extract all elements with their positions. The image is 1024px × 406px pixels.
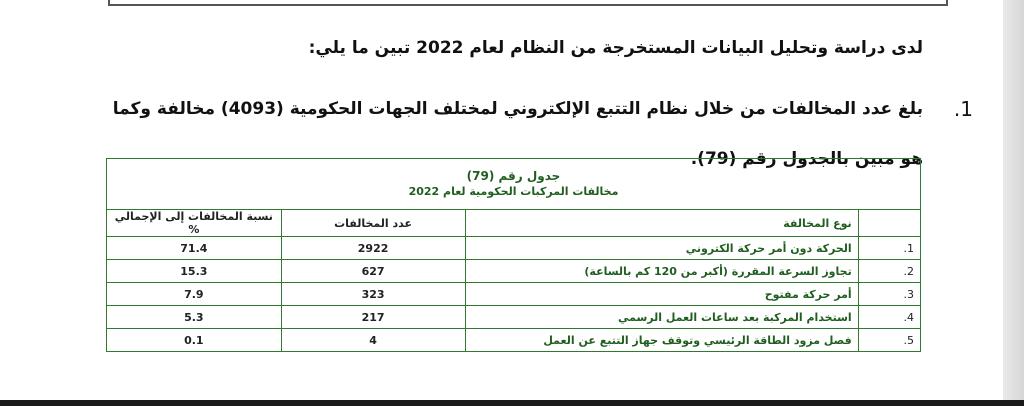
header-percent: نسبة المخالفات إلى الإجمالي % — [107, 210, 282, 237]
paragraph-line-2: هو مبين بالجدول رقم (79). — [690, 149, 923, 169]
row-type: تجاوز السرعة المقررة (أكبر من 120 كم بالساعة) — [465, 260, 858, 283]
top-frame-box — [108, 0, 948, 6]
header-num — [858, 210, 920, 237]
row-count: 4 — [281, 329, 465, 352]
row-num: 1. — [858, 237, 920, 260]
row-percent: 7.9 — [107, 283, 282, 306]
table-row — [107, 237, 921, 260]
page-edge-shadow — [1003, 0, 1024, 406]
row-percent: 71.4 — [107, 237, 282, 260]
row-num: 3. — [858, 283, 920, 306]
row-num: 2. — [858, 260, 920, 283]
row-num: 4. — [858, 306, 920, 329]
table-caption-title: مخالفات المركبات الحكومية لعام 2022 — [408, 185, 619, 198]
paragraph-line-1: بلغ عدد المخالفات من خلال نظام التتبع الإلكتروني لمختلف الجهات الحكومية (4093) مخالفة وكما — [112, 99, 923, 119]
row-percent: 0.1 — [107, 329, 282, 352]
table-row — [107, 283, 921, 306]
header-count: عدد المخالفات — [281, 210, 465, 237]
bottom-edge-bar — [0, 400, 1024, 406]
row-count: 2922 — [281, 237, 465, 260]
table-caption — [107, 159, 921, 210]
table-header-row — [107, 210, 921, 237]
row-percent: 15.3 — [107, 260, 282, 283]
table-row — [107, 329, 921, 352]
header-type: نوع المخالفة — [465, 210, 858, 237]
table-caption-number: جدول رقم (79) — [466, 169, 561, 183]
row-count: 217 — [281, 306, 465, 329]
table-row — [107, 260, 921, 283]
row-type: الحركة دون أمر حركة الكتروني — [465, 237, 858, 260]
row-type: فصل مزود الطاقة الرئيسي وتوقف جهاز التتبع عن العمل — [465, 329, 858, 352]
row-percent: 5.3 — [107, 306, 282, 329]
row-num: 5. — [858, 329, 920, 352]
violations-table — [106, 158, 921, 352]
row-count: 323 — [281, 283, 465, 306]
paragraph-number: 1. — [953, 97, 973, 121]
table-row — [107, 306, 921, 329]
row-type: استخدام المركبة بعد ساعات العمل الرسمي — [465, 306, 858, 329]
row-count: 627 — [281, 260, 465, 283]
intro-text: لدى دراسة وتحليل البيانات المستخرجة من النظام لعام 2022 تبين ما يلي: — [308, 38, 923, 58]
row-type: أمر حركة مفتوح — [465, 283, 858, 306]
